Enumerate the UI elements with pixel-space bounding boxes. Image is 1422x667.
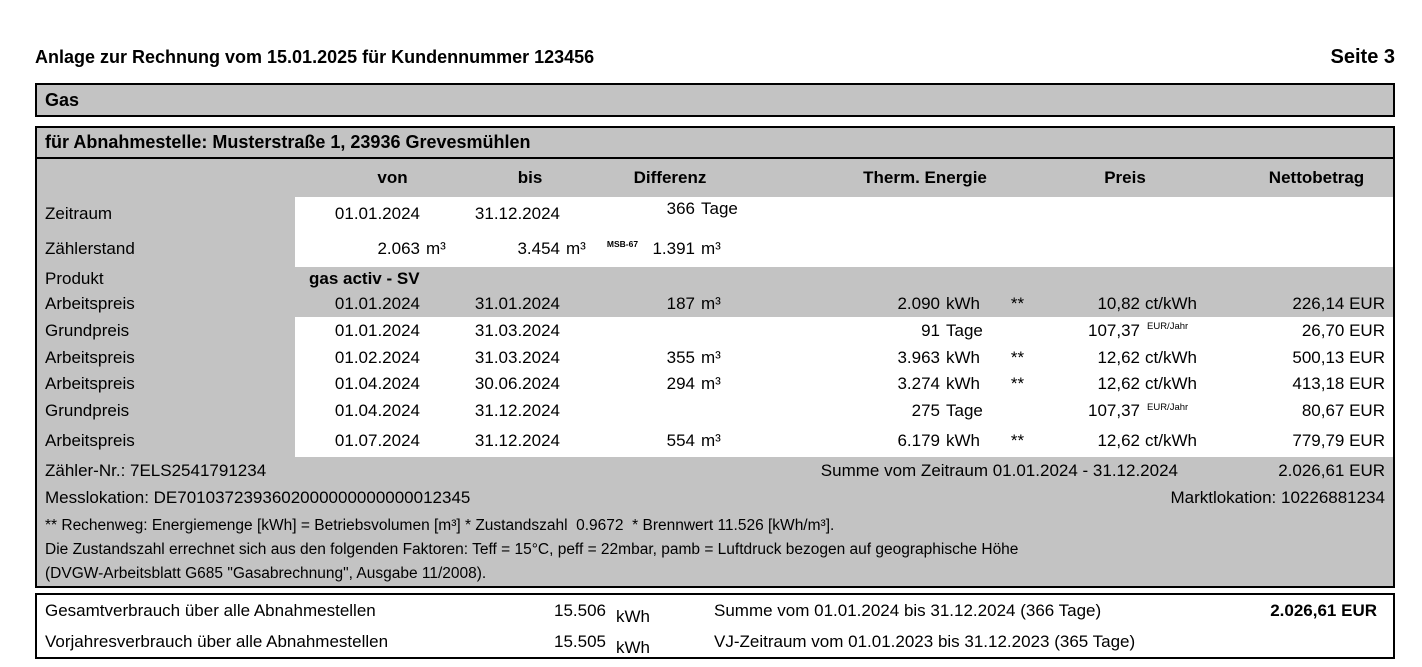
cell-differenz-unit: m³ [701,431,721,450]
table-row-grundpreis-1 [37,317,1393,344]
cell-therm-unit: kWh [946,347,980,367]
period-sum-value: 2.026,61 EUR [1278,460,1385,480]
cell-differenz: 554 [666,431,695,450]
table-row-produkt [37,267,1393,291]
cell-nettobetrag: 80,67 EUR [1301,401,1385,420]
page-number: Seite 3 [1330,45,1395,68]
cell-therm-unit: Tage [946,320,983,340]
cell-nettobetrag: 413,18 EUR [1292,374,1385,393]
meter-number: Zähler-Nr.: 7ELS2541791234 [45,460,267,480]
summary-unit: kWh [616,637,650,657]
cell-bis: 31.03.2024 [474,347,560,367]
cell-von: 01.04.2024 [334,374,420,393]
col-header-von: von [377,168,408,187]
cell-von: 01.04.2024 [334,401,420,420]
summary-value: 15.505 [554,631,606,651]
row-label: Zeitraum [45,203,113,223]
summary-amount: 2.026,61 EUR [1270,600,1377,620]
period-sum-label: Summe vom Zeitraum 01.01.2024 - 31.12.2024 [820,460,1178,480]
cell-von: 01.01.2024 [334,294,420,313]
cell-footnote-marker: ** [1010,347,1025,367]
billing-table [35,159,1395,588]
consumption-summary-box [35,593,1395,659]
col-header-differenz: Differenz [633,168,707,187]
cell-bis: 30.06.2024 [474,374,560,393]
table-row-zeitraum [37,197,1393,230]
table-row-arbeitspreis-1 [37,291,1393,317]
cell-preis: 107,37 [1088,401,1140,420]
summary-value: 15.506 [554,600,606,620]
cell-therm: 6.179 [897,431,940,450]
footnotes [37,512,1393,586]
cell-preis: 10,82 [1097,294,1140,313]
cell-preis: 12,62 [1097,374,1140,393]
col-header-empty [37,159,295,197]
section-bar-gas-label: Gas [45,89,80,110]
cell-preis-unit: ct/kWh [1145,374,1197,393]
section-bar-gas [35,83,1395,117]
cell-bis: 31.12.2024 [474,203,560,223]
cell-bis: 31.12.2024 [474,431,560,450]
cell-bis: 3.454 [517,238,560,258]
table-row-arbeitspreis-3 [37,371,1393,397]
section-bar-delivery-point [35,126,1395,159]
page-title: Anlage zur Rechnung vom 15.01.2025 für Kundennummer 123456 [35,46,595,67]
cell-bis: 31.03.2024 [474,320,560,340]
cell-differenz: 355 [666,347,695,367]
col-header-bis: bis [517,168,543,187]
cell-therm: 2.090 [897,294,940,313]
cell-differenz-unit: m³ [701,238,721,258]
row-label: Zählerstand [45,238,135,258]
table-row-zaehlerstand [37,230,1393,267]
messlokation-id: Messlokation: DE7010372393602000000000000012345 [45,488,471,507]
cell-von-unit: m³ [426,238,446,258]
cell-nettobetrag: 226,14 EUR [1292,294,1385,313]
cell-differenz: 366 [666,198,695,218]
cell-von: 01.07.2024 [334,431,420,450]
cell-von: 01.01.2024 [334,203,420,223]
row-label: Arbeitspreis [45,294,135,313]
row-label: Grundpreis [45,401,130,420]
meter-number-row [37,457,1393,484]
cell-therm: 3.274 [897,374,940,393]
cell-differenz: 1.391 [652,238,695,258]
cell-therm-unit: Tage [946,401,983,420]
cell-product-name: gas activ - SV [309,269,420,288]
col-header-therm-energie: Therm. Energie [863,168,987,187]
cell-preis: 12,62 [1097,431,1140,450]
cell-bis-unit: m³ [566,238,586,258]
summary-row-previous-year [37,626,1393,657]
row-label: Produkt [45,269,104,288]
cell-preis: 12,62 [1097,347,1140,367]
summary-period: VJ-Zeitraum vom 01.01.2023 bis 31.12.2023 (365 Tage) [714,631,1136,651]
row-label: Arbeitspreis [45,347,135,367]
location-row [37,484,1393,512]
cell-therm: 275 [911,401,940,420]
document-header [35,40,1395,74]
summary-label: Vorjahresverbrauch über alle Abnahmestellen [45,631,389,651]
cell-differenz-unit: m³ [701,294,721,313]
cell-preis-unit: ct/kWh [1145,431,1197,450]
summary-period: Summe vom 01.01.2024 bis 31.12.2024 (366 Tage) [714,600,1102,620]
summary-unit: kWh [616,606,650,626]
cell-differenz: 294 [666,374,695,393]
table-header-row [37,159,1393,197]
cell-therm: 3.963 [897,347,940,367]
row-label: Arbeitspreis [45,431,135,450]
cell-bis: 31.01.2024 [474,294,560,313]
summary-row-total [37,595,1393,626]
cell-preis-sup: EUR/Jahr [1147,321,1189,332]
footnote-dvgw: (DVGW-Arbeitsblatt G685 "Gasabrechnung", Ausgabe 11/2008). [45,565,487,582]
summary-label: Gesamtverbrauch über alle Abnahmestellen [45,600,376,620]
cell-preis-sup: EUR/Jahr [1147,401,1189,413]
cell-differenz-unit: m³ [701,374,721,393]
delivery-point-label: für Abnahmestelle: Musterstraße 1, 23936 Grevesmühlen [45,132,531,152]
cell-bis: 31.12.2024 [474,401,560,420]
cell-therm-unit: kWh [946,374,980,393]
cell-preis: 107,37 [1088,320,1140,340]
table-row-arbeitspreis-2 [37,344,1393,371]
cell-nettobetrag: 26,70 EUR [1301,320,1385,340]
cell-therm: 91 [921,320,940,340]
cell-therm-unit: kWh [946,294,980,313]
table-row-grundpreis-2 [37,397,1393,425]
cell-footnote-marker: ** [1010,374,1025,393]
cell-footnote-marker: ** [1010,294,1025,313]
marktlokation-id: Marktlokation: 10226881234 [1170,488,1385,507]
row-label: Grundpreis [45,320,130,340]
cell-footnote-marker: ** [1010,431,1025,450]
cell-differenz-unit: Tage [701,198,738,218]
cell-nettobetrag: 500,13 EUR [1292,347,1385,367]
row-label: Arbeitspreis [45,374,135,393]
footnote-zustandszahl: Die Zustandszahl errechnet sich aus den folgenden Faktoren: Teff = 15°C, peff = 22mbar, pamb = Luftdruck bezogen auf geographische Höhe [45,541,1019,558]
cell-nettobetrag: 779,79 EUR [1292,431,1385,450]
cell-therm-unit: kWh [946,431,980,450]
table-row-arbeitspreis-4 [37,425,1393,457]
cell-von: 01.02.2024 [334,347,420,367]
cell-msb-code: MSB-67 [606,238,639,249]
cell-preis-unit: ct/kWh [1145,347,1197,367]
col-header-nettobetrag: Nettobetrag [1268,168,1365,187]
cell-preis-unit: ct/kWh [1145,294,1197,313]
col-header-preis: Preis [1104,168,1146,187]
cell-von: 2.063 [377,238,420,258]
cell-differenz: 187 [666,294,695,313]
cell-differenz-unit: m³ [701,347,721,367]
footnote-calculation: ** Rechenweg: Energiemenge [kWh] = Betriebsvolumen [m³] * Zustandszahl 0.9672 * Brennwert 11.526 [kWh/m³]. [45,517,835,534]
cell-von: 01.01.2024 [334,320,420,340]
